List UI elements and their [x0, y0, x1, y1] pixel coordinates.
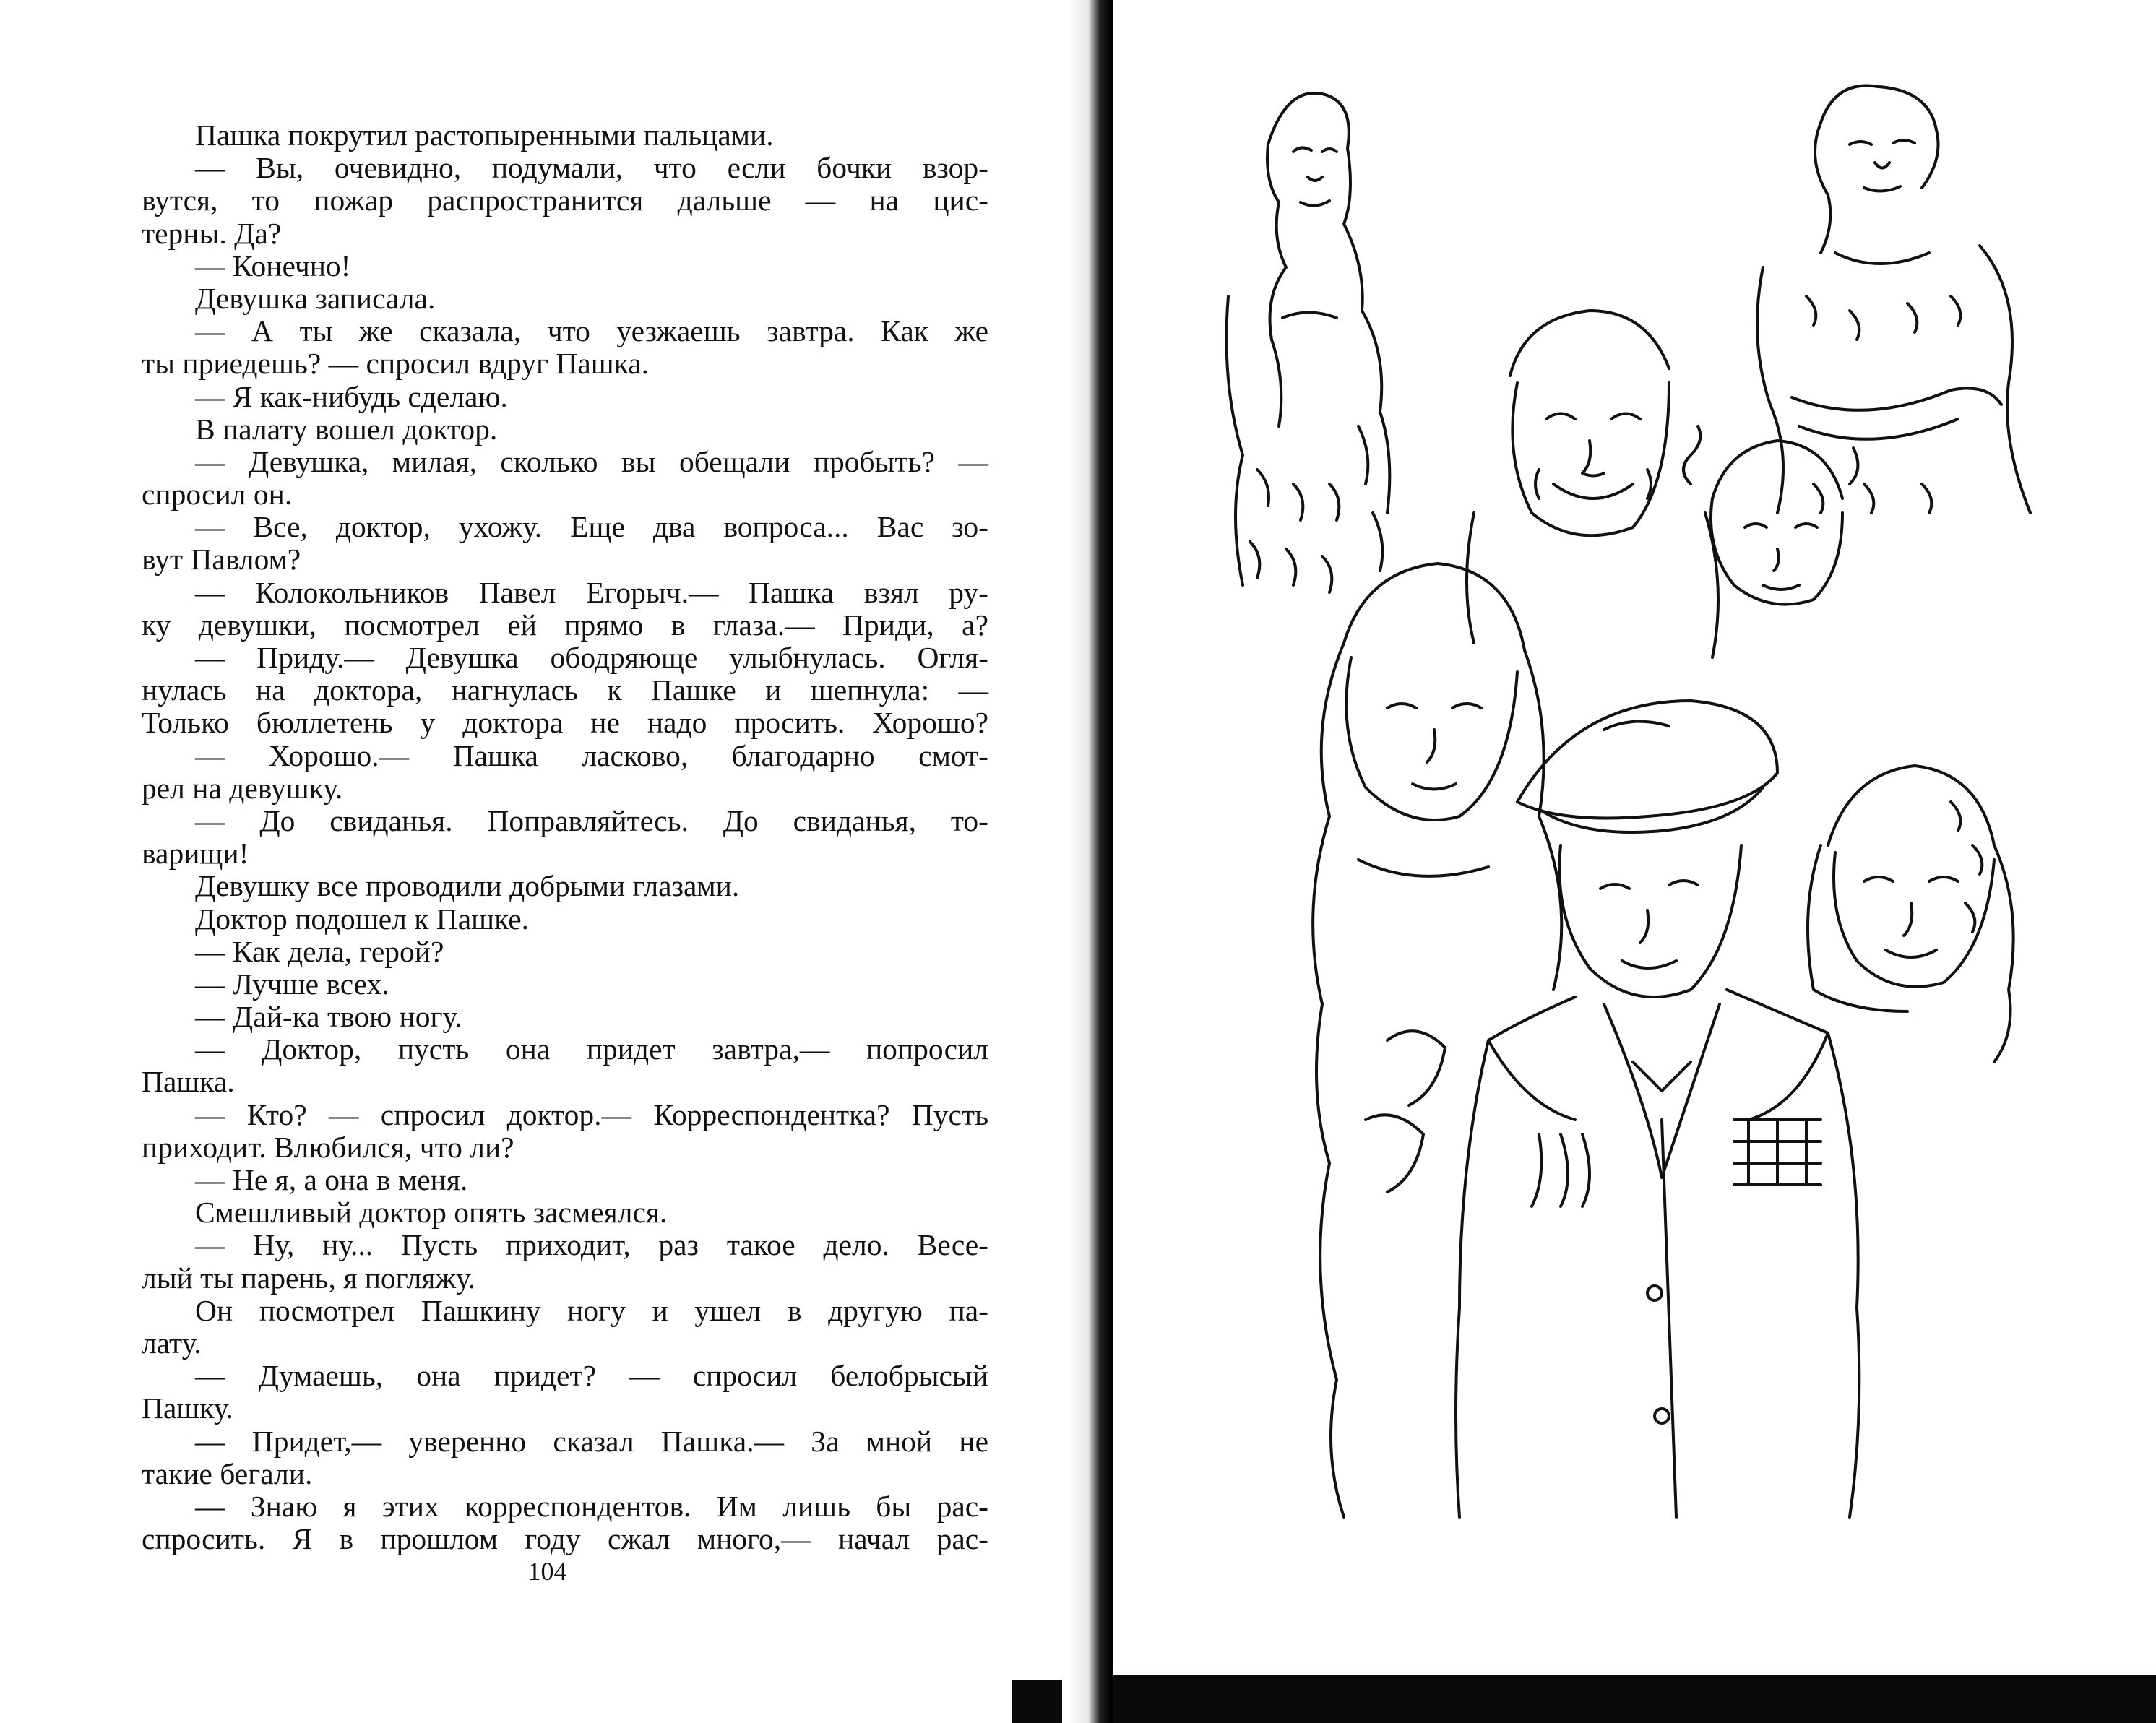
text-line: Девушка записала.	[195, 281, 436, 315]
line-drawing-illustration	[1199, 79, 2066, 1532]
group-portrait-illustration	[1199, 79, 2066, 1532]
text-line: — Знаю я этих корреспондентов. Им лишь бы рас-	[195, 1489, 988, 1523]
woman-with-crossed-arms-figure	[1757, 86, 2030, 513]
text-line: Он посмотрел Пашкину ногу и ушел в другую па-	[195, 1293, 988, 1327]
text-line: Пашка покрутил растопыренными пальцами.	[195, 118, 774, 152]
text-line: — Вы, очевидно, подумали, что если бочки взор-	[195, 151, 988, 185]
text-line: Пашка.	[142, 1065, 235, 1099]
text-line: — А ты же сказала, что уезжаешь завтра. Как же	[195, 314, 988, 348]
woman-with-headscarf-figure	[1227, 93, 1390, 592]
text-line: лый ты парень, я погляжу.	[142, 1261, 476, 1295]
body-text	[142, 119, 988, 1555]
text-line: — Я как-нибудь сделаю.	[195, 379, 508, 413]
text-line: Доктор подошел к Пашке.	[195, 902, 530, 936]
smiling-older-woman-figure	[1808, 766, 2014, 1062]
right-page-edge	[1113, 0, 1127, 1723]
text-line: вутся, то пожар распространится дальше — на цис-	[142, 183, 988, 217]
smiling-elderly-woman-figure	[1467, 311, 1718, 657]
text-line: ку девушки, посмотрел ей прямо в глаза.— Приди, а?	[142, 608, 988, 642]
scan-edge-shadow	[1012, 1680, 1062, 1723]
text-line: нулась на доктора, нагнулась к Пашке и шепнула: —	[142, 673, 988, 707]
text-line: такие бегали.	[142, 1456, 313, 1490]
text-line: приходит. Влюбился, что ли?	[142, 1130, 514, 1164]
text-line: варищи!	[142, 837, 249, 871]
text-line: рел на девушку.	[142, 771, 343, 805]
scan-bottom-shadow	[1113, 1675, 2156, 1723]
text-line: — Девушка, милая, сколько вы обещали пробыть? —	[195, 444, 988, 478]
text-line: — Приду.— Девушка ободряюще улыбнулась. Огля-	[195, 641, 988, 674]
text-line: Только бюллетень у доктора не надо просить. Хорошо?	[142, 706, 988, 740]
text-line: — Думаешь, она придет? — спросил белобрысый	[195, 1359, 988, 1393]
text-line: — Доктор, пусть она придет завтра,— попросил	[195, 1032, 988, 1066]
woman-with-curly-hair-figure	[1683, 426, 1858, 605]
text-line: — Лучше всех.	[195, 967, 389, 1001]
text-line: — Хорошо.— Пашка ласково, благодарно смот-	[195, 738, 988, 772]
text-line: — Не я, а она в меня.	[195, 1163, 468, 1196]
young-woman-long-hair-figure	[1313, 563, 1561, 1517]
text-line: ты приедешь? — спросил вдруг Пашка.	[142, 347, 650, 381]
military-man-in-cap-figure	[1456, 701, 1859, 1517]
text-line: терны. Да?	[142, 216, 282, 250]
text-line: — Придет,— уверенно сказал Пашка.— За мной не	[195, 1424, 988, 1458]
text-line: Девушку все проводили добрыми глазами.	[195, 869, 740, 903]
text-line: — Как дела, герой?	[195, 934, 444, 968]
text-line: В палату вошел доктор.	[195, 412, 498, 446]
text-line: вут Павлом?	[142, 543, 301, 577]
text-line: спросить. Я в прошлом году сжал много,— начал рас-	[142, 1522, 988, 1556]
text-line: — Все, доктор, ухожу. Еще два вопроса... Вас зо-	[195, 510, 988, 544]
page-number: 104	[527, 1557, 567, 1586]
text-line: — Колокольников Павел Егорыч.— Пашка взял ру-	[195, 575, 988, 609]
text-line: — Дай-ка твою ногу.	[195, 1000, 462, 1034]
text-line: спросил он.	[142, 478, 293, 511]
text-line: лату.	[142, 1326, 202, 1360]
text-line: — Ну, ну... Пусть приходит, раз такое дело. Весе-	[195, 1228, 988, 1262]
text-line: Смешливый доктор опять засмеялся.	[195, 1196, 668, 1230]
text-line: — Конечно!	[195, 249, 351, 282]
text-line: — До свиданья. Поправляйтесь. До свиданья, то-	[195, 803, 988, 837]
text-line: — Кто? — спросил доктор.— Корреспондентка? Пусть	[195, 1097, 988, 1131]
text-line: Пашку.	[142, 1391, 233, 1425]
